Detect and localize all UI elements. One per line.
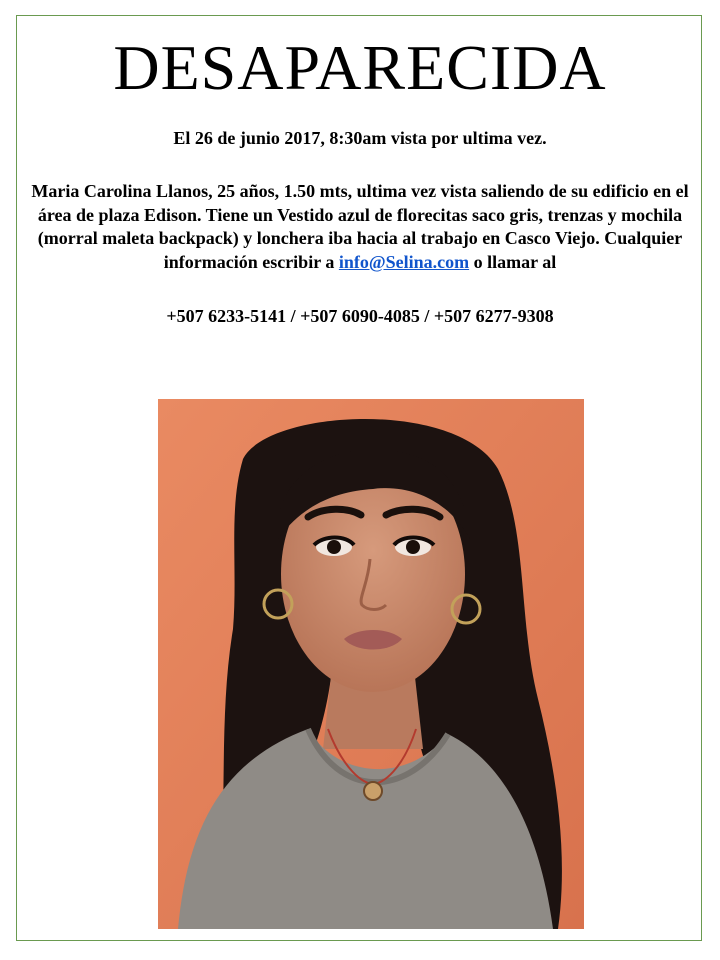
right-pupil xyxy=(406,540,420,554)
portrait-photo xyxy=(158,399,584,929)
left-pupil xyxy=(327,540,341,554)
description-call: o llamar al xyxy=(469,251,557,272)
description-body: Maria Carolina Llanos, 25 años, 1.50 mts, ultima vez vista saliendo de su edificio en el área de plaza Edison. Tiene un Vestido azul de florecitas saco gris, trenzas y mochila (morral maleta backpack) y lonchera iba hacia al trabajo en Casco Viejo. Cualquier información escribir a xyxy=(31,181,689,272)
necklace-pendant xyxy=(364,782,382,800)
email-link[interactable]: info@Selina.com xyxy=(338,251,470,272)
poster-title: DESAPARECIDA xyxy=(113,32,607,103)
portrait-illustration xyxy=(158,399,584,929)
last-seen-text: El 26 de junio 2017, 8:30am vista por ultima vez. xyxy=(173,128,547,148)
description-text xyxy=(24,180,696,274)
phone-numbers: +507 6233-5141 / +507 6090-4085 / +507 6277-9308 xyxy=(166,306,554,326)
